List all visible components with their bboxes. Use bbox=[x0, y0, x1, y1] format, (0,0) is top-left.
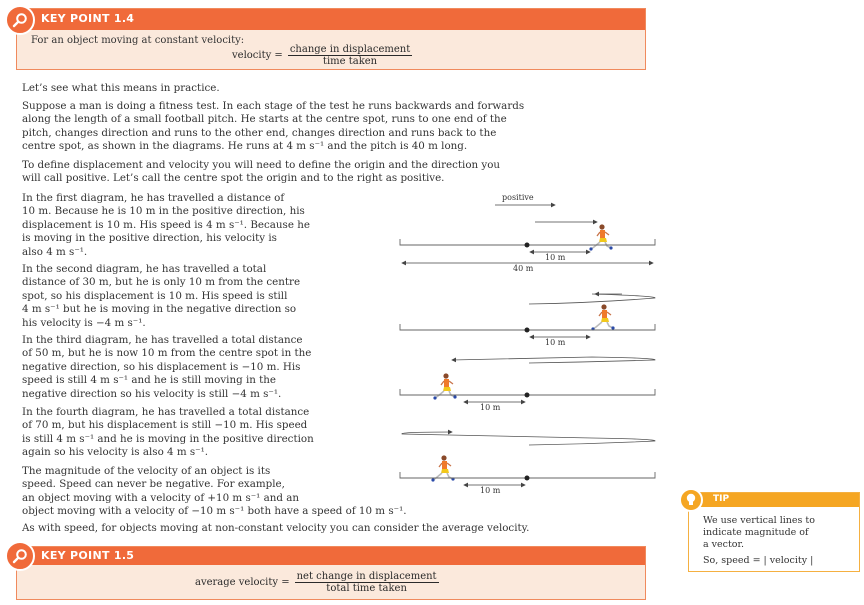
key-point-1-5-box bbox=[16, 546, 646, 600]
text-line: indicate magnitude of bbox=[703, 527, 809, 538]
paragraph-fitness-test bbox=[22, 100, 524, 154]
formula-fraction bbox=[288, 44, 412, 67]
text-line: spot, so his displacement is 10 m. His speed is still bbox=[22, 289, 288, 302]
text-line: In the third diagram, he has travelled a total distance bbox=[22, 334, 303, 346]
text-line: along the length of a small football pitch. He starts at the centre spot, runs to one end of the bbox=[22, 113, 507, 126]
tip-formula: So, speed = | velocity | bbox=[703, 555, 814, 566]
formula-denominator: time taken bbox=[322, 56, 378, 67]
text-line: In the fourth diagram, he has travelled a total distance bbox=[22, 406, 310, 418]
displacement-label-4: 10 m bbox=[480, 486, 501, 495]
text-line: In the second diagram, he has travelled a total bbox=[22, 263, 267, 275]
text-line: object moving with a velocity of −10 m s⁻¹ both have a speed of 10 m s⁻¹. bbox=[22, 505, 407, 518]
paragraph-third-diagram bbox=[22, 334, 311, 401]
text-line: To define displacement and velocity you will need to define the origin and the direction you bbox=[22, 159, 501, 171]
formula-fraction bbox=[295, 571, 439, 594]
key-point-title: KEY POINT 1.5 bbox=[41, 549, 135, 562]
text-line: 10 m. Because he is 10 m in the positive direction, his bbox=[22, 205, 305, 218]
text-line: a vector. bbox=[703, 539, 745, 550]
paragraph-origin bbox=[22, 159, 500, 186]
formula-lhs: velocity = bbox=[232, 50, 283, 61]
displacement-label-2: 10 m bbox=[545, 338, 566, 347]
displacement-label-1: 10 m bbox=[545, 253, 566, 262]
text-line: 4 m s⁻¹ but he is moving in the negative direction so bbox=[22, 303, 297, 316]
paragraph-first-diagram bbox=[22, 192, 310, 259]
key-point-intro: For an object moving at constant velocity: bbox=[31, 35, 245, 46]
text-line: is moving in the positive direction, his velocity is bbox=[22, 232, 277, 245]
text-line: centre spot, as shown in the diagrams. He runs at 4 m s⁻¹ and the pitch is 40 m long. bbox=[22, 140, 468, 153]
paragraph-fourth-diagram bbox=[22, 406, 314, 460]
formula-numerator: net change in displacement bbox=[296, 571, 437, 582]
text-line: speed is still 4 m s⁻¹ and he is still moving in the bbox=[22, 374, 277, 387]
key-point-1-4-box bbox=[16, 8, 646, 70]
key-point-title: KEY POINT 1.4 bbox=[41, 12, 135, 25]
tip-text bbox=[703, 515, 815, 551]
text-line: The magnitude of the velocity of an object is its bbox=[22, 465, 271, 477]
average-velocity-formula bbox=[195, 571, 439, 594]
text-line: also 4 m s⁻¹. bbox=[22, 245, 88, 258]
text-line: will call positive. Let’s call the centre spot the origin and to the right as positive. bbox=[22, 172, 445, 185]
displacement-label-3: 10 m bbox=[480, 403, 501, 412]
formula-denominator: total time taken bbox=[326, 583, 407, 594]
pitch-length-label: 40 m bbox=[513, 264, 534, 273]
pitch-diagrams-svg bbox=[392, 190, 662, 510]
key-point-body bbox=[17, 30, 645, 69]
positive-direction-label: positive bbox=[502, 193, 534, 202]
text-line: In the first diagram, he has travelled a distance of bbox=[22, 192, 285, 204]
velocity-formula bbox=[232, 44, 412, 67]
paragraph-intro: Let’s see what this means in practice. bbox=[22, 82, 220, 94]
pitch-diagrams bbox=[392, 190, 662, 510]
formula-numerator: change in displacement bbox=[289, 44, 411, 55]
text-line: displacement is 10 m. His speed is 4 m s⁻¹. Because he bbox=[22, 218, 310, 231]
key-point-body bbox=[17, 565, 645, 599]
text-line: distance of 30 m, but he is only 10 m from the centre bbox=[22, 276, 301, 289]
lightbulb-icon bbox=[679, 488, 703, 512]
text-line: negative direction so his velocity is still −4 m s⁻¹. bbox=[22, 387, 282, 400]
text-line: again so his velocity is also 4 m s⁻¹. bbox=[22, 446, 209, 459]
text-line: an object moving with a velocity of +10 m s⁻¹ and an bbox=[22, 491, 299, 504]
text-line: pitch, changes direction and runs to the other end, changes direction and runs back to the bbox=[22, 126, 497, 139]
text-line: negative direction, so his displacement is −10 m. His bbox=[22, 360, 301, 373]
paragraph-second-diagram bbox=[22, 263, 300, 330]
text-line: Suppose a man is doing a fitness test. In each stage of the test he runs backwards and forwards bbox=[22, 100, 525, 112]
paragraph-magnitude bbox=[22, 465, 406, 519]
text-line: of 50 m, but he is now 10 m from the centre spot in the bbox=[22, 347, 312, 360]
text-line: speed. Speed can never be negative. For example, bbox=[22, 478, 285, 491]
formula-lhs: average velocity = bbox=[195, 577, 290, 588]
tip-box bbox=[688, 492, 860, 572]
paragraph-average-velocity: As with speed, for objects moving at non-constant velocity you can consider the average velocity. bbox=[22, 522, 530, 534]
text-line: is still 4 m s⁻¹ and he is moving in the positive direction bbox=[22, 432, 314, 445]
text-line: his velocity is −4 m s⁻¹. bbox=[22, 316, 146, 329]
tip-title: TIP bbox=[713, 494, 730, 504]
text-line: We use vertical lines to bbox=[703, 515, 815, 526]
text-line: of 70 m, but his displacement is still −10 m. His speed bbox=[22, 419, 308, 432]
